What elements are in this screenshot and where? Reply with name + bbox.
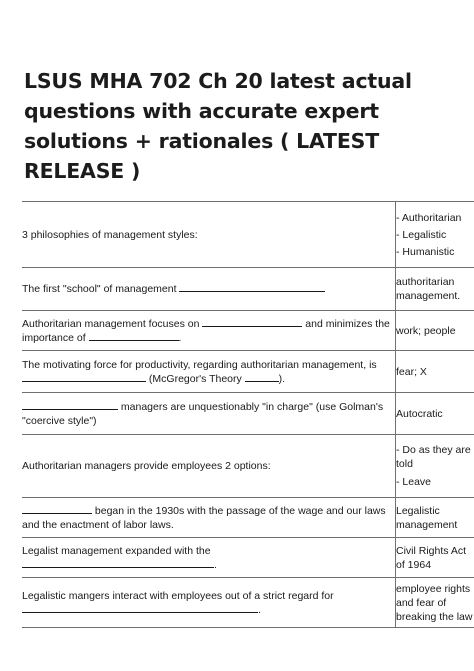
qa-table — [22, 201, 474, 628]
document-title: LSUS MHA 702 Ch 20 latest actual questions with accurate expert solutions + rationales ( LATEST RELEASE ) — [24, 69, 412, 183]
table-row — [22, 578, 474, 628]
answer-cell: Civil Rights Act of 1964 — [396, 538, 474, 578]
table-row — [22, 202, 474, 268]
answer-cell: - Authoritarian - Legalistic - Humanistic — [396, 202, 474, 268]
blank-line — [22, 408, 118, 410]
table-row — [22, 498, 474, 538]
question-cell: managers are unquestionably "in charge" (use Golman's "coercive style") — [22, 393, 396, 435]
question-cell: Authoritarian managers provide employees 2 options: — [22, 435, 396, 498]
question-cell: 3 philosophies of management styles: — [22, 202, 396, 268]
answer-cell: authoritarian management. — [396, 268, 474, 311]
answer-cell: Autocratic — [396, 393, 474, 435]
blank-line — [22, 512, 92, 514]
question-cell: The motivating force for productivity, regarding authoritarian management, is (McGregor's Theory ). — [22, 351, 396, 393]
table-row — [22, 435, 474, 498]
answer-cell: - Do as they are told - Leave — [396, 435, 474, 498]
question-cell: began in the 1930s with the passage of the wage and our laws and the enactment of labor laws. — [22, 498, 396, 538]
blank-line — [245, 380, 279, 382]
table-row — [22, 311, 474, 351]
answer-cell: Legalistic management — [396, 498, 474, 538]
question-cell: Authoritarian management focuses on and minimizes the importance of . — [22, 311, 396, 351]
table-row — [22, 268, 474, 311]
question-cell: Legalistic mangers interact with employees out of a strict regard for . — [22, 578, 396, 628]
blank-line — [22, 380, 146, 382]
blank-line — [202, 325, 302, 327]
answer-cell: work; people — [396, 311, 474, 351]
blank-line — [22, 566, 214, 568]
blank-line — [179, 290, 325, 292]
table-row — [22, 538, 474, 578]
answer-cell: fear; X — [396, 351, 474, 393]
blank-line — [89, 339, 179, 341]
table-row — [22, 393, 474, 435]
question-cell: The first "school" of management — [22, 268, 396, 311]
table-row — [22, 351, 474, 393]
question-cell: Legalist management expanded with the . — [22, 538, 396, 578]
answer-cell: employee rights and fear of breaking the law — [396, 578, 474, 628]
blank-line — [22, 611, 258, 613]
